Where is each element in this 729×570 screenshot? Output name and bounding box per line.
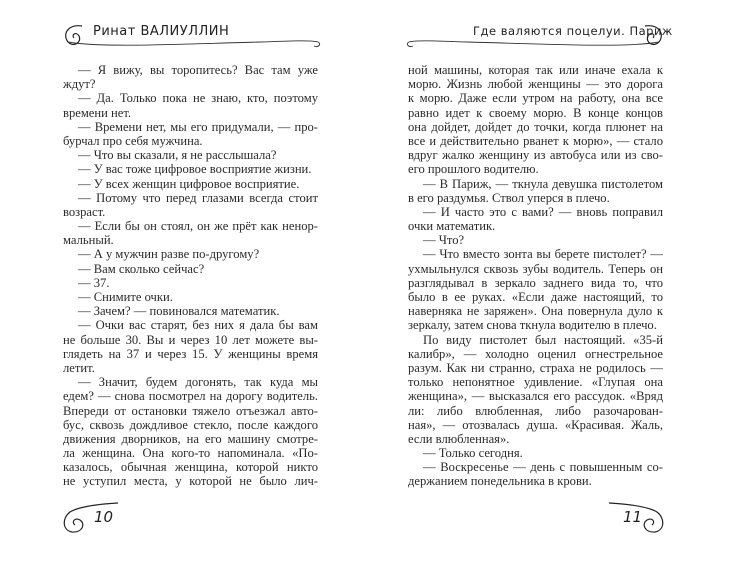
text-line: мальный.: [63, 233, 114, 248]
text-line: она дойдет, дойдет до точки, когда плюнет на: [408, 119, 663, 134]
text-line: ли: либо влюбленная, либо разочарован-: [408, 403, 663, 418]
text-line: если влюбленная».: [408, 431, 510, 446]
text-line: — В Париж, — ткнула девушка пистолетом: [423, 176, 663, 191]
text-line: калибр», — холодно оценил огнестрельное: [408, 346, 663, 361]
text-line: — Только сегодня.: [423, 446, 523, 461]
page-number: 11: [623, 508, 643, 526]
text-line: движения дворников, на его машину смотре-: [63, 431, 318, 446]
running-header-author: Ринат ВАЛИУЛЛИН: [93, 24, 230, 39]
running-header-title: Где валяются поцелуи. Париж: [473, 24, 673, 38]
body-text: [63, 63, 318, 489]
text-line: летит.: [63, 360, 95, 375]
text-line: — Что?: [423, 233, 465, 248]
text-line: разглядывал в зеркало заднего вида то, что: [408, 275, 663, 290]
right-page: [365, 0, 729, 570]
text-line: женщина», — высказался его рассудок. «Вряд: [408, 389, 663, 404]
text-line: Впереди от остановки тяжело отъезжал авто-: [63, 403, 318, 418]
text-line: — Значит, будем догонять, так куда мы: [78, 375, 318, 390]
text-line: ла женщина. Она кого-то напоминала. «По-: [63, 446, 318, 461]
text-line: — У вас тоже цифровое восприятие жизни.: [78, 162, 312, 177]
text-line: едем? — снова посмотрел на дорогу водитель.: [63, 389, 318, 404]
text-line: — И часто это с вами? — вновь поправил: [423, 204, 663, 219]
text-line: равно идет к своему морю. В конце концов: [408, 105, 663, 120]
text-line: бус, сквозь дождливое стекло, после каждого: [63, 417, 318, 432]
text-line: очки математик.: [408, 219, 496, 234]
text-line: разум. Как ни странно, страха не родилось —: [408, 360, 663, 375]
body-text: [408, 63, 663, 489]
text-line: — Воскресенье — день с повышенным со-: [423, 460, 663, 475]
text-line: — Я вижу, вы торопитесь? Вас там уже: [78, 63, 318, 77]
text-line: зеркалу, затем снова ткнула водителю в плечо.: [408, 318, 657, 333]
text-line: — А у мужчин разве по-другому?: [78, 247, 260, 262]
text-line: держанием понедельника в крови.: [408, 474, 592, 489]
text-line: — Если бы он стоял, он же прёт как ненор-: [78, 219, 318, 234]
text-line: — Снимите очки.: [78, 290, 173, 304]
text-line: — Вам сколько сейчас?: [78, 261, 205, 276]
text-line: ной машины, которая так или иначе ехала к: [408, 63, 663, 77]
text-line: По виду пистолет был настоящий. «35-й: [423, 332, 663, 347]
text-line: глядеть на 37 и через 15. У женщины время: [63, 346, 318, 361]
text-line: к морю. Даже если утром на работу, она все: [408, 91, 663, 106]
text-line: наверняка не заряжен». Она повернула дуло к: [408, 304, 663, 319]
text-line: его прошлого водителю.: [408, 162, 539, 177]
text-line: — Зачем? — повиновался математик.: [78, 304, 280, 319]
page-number: 10: [94, 508, 114, 526]
text-line: не уступил места, у которой не было лич-: [63, 474, 318, 489]
text-line: времени нет.: [63, 105, 132, 120]
text-line: — У всех женщин цифровое восприятие.: [78, 176, 300, 191]
text-line: вдруг жалко женщину из автобуса или из сво-: [408, 148, 663, 163]
text-line: бурчал про себя мужчина.: [63, 133, 203, 148]
text-line: только непонятное удивление. «Глупая она: [408, 375, 663, 390]
text-line: — Да. Только пока не знаю, кто, поэтому: [78, 91, 318, 106]
text-line: — Очки вас старят, без них я дала бы вам: [78, 318, 318, 333]
text-line: ная», — отозвалась душа. «Красивая. Жаль,: [408, 417, 663, 432]
text-line: все и действительно рванет к морю», — стало: [408, 133, 663, 148]
text-line: было в ее руках. «Если даже настоящий, то: [408, 290, 663, 304]
text-line: ждут?: [63, 77, 96, 92]
text-line: не больше 30. Вы и через 10 лет можете вы-: [63, 332, 318, 347]
text-line: — Что вместо зонта вы берете пистолет? —: [423, 247, 663, 262]
text-line: — 37.: [78, 275, 110, 290]
text-line: возраст.: [63, 204, 106, 219]
text-line: морю. Жизнь любой женщины — это дорога: [408, 77, 663, 92]
text-line: ухмыльнулся сквозь зубы водитель. Теперь он: [408, 261, 663, 276]
text-line: в его раздумья. Ствол уперся в плечо.: [408, 190, 610, 205]
text-line: казалось, обычная женщина, которой никто: [63, 460, 318, 475]
text-line: — Что вы сказали, я не расслышала?: [78, 148, 277, 163]
text-line: — Времени нет, мы его придумали, — про-: [78, 119, 318, 134]
text-line: — Потому что перед глазами всегда стоит: [78, 190, 318, 205]
